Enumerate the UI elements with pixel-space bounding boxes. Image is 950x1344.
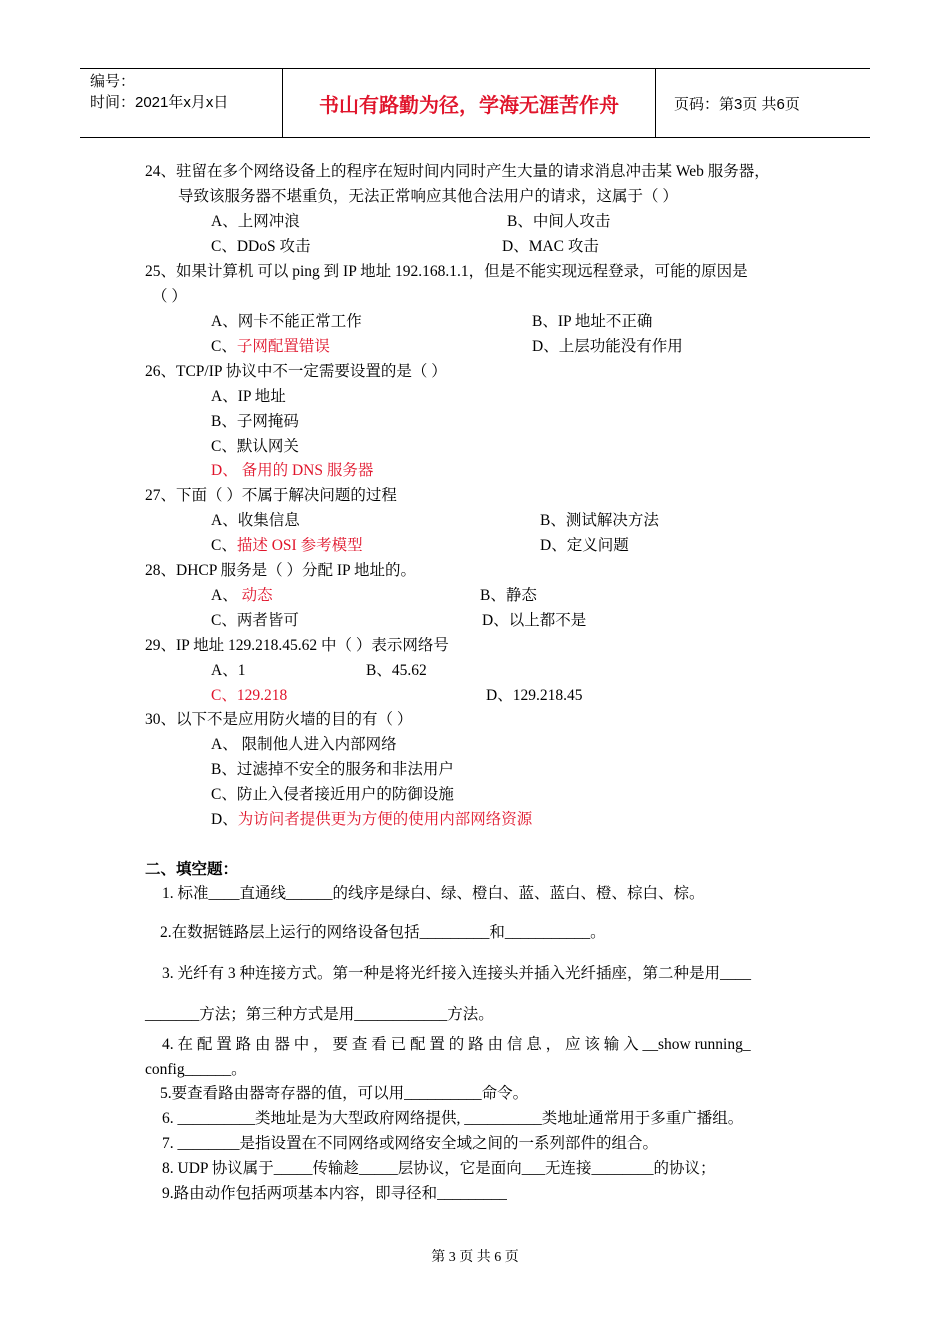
line-text: 1. 标准____直通线______的线序是绿白、绿、橙白、蓝、蓝白、橙、棕白、棕。	[162, 885, 705, 902]
line-text: A、收集信息	[211, 512, 300, 529]
answer-text: 为访问者提供更为方便的使用内部网络资源	[237, 811, 533, 828]
text-line	[486, 686, 582, 706]
text-line	[211, 586, 273, 606]
text-line	[532, 337, 683, 357]
line-text: D、上层功能没有作用	[532, 338, 683, 355]
line-text: C、防止入侵者接近用户的防御设施	[211, 786, 454, 803]
answer-text: 描述 OSI 参考模型	[236, 537, 363, 554]
line-text: 6. __________类地址是为大型政府网络提供, __________类地址通常用于多重广播组。	[162, 1110, 744, 1127]
text-line	[145, 636, 449, 656]
text-line	[211, 237, 310, 257]
line-text: D、MAC 攻击	[502, 238, 599, 255]
line-text: 导致该服务器不堪重负，无法正常响应其他合法用户的请求，这属于（ ）	[178, 188, 678, 205]
text-line	[211, 312, 362, 332]
line-text: C、默认网关	[211, 438, 299, 455]
line-text: 8. UDP 协议属于_____传输趁_____层协议，它是面向___无连接________的协议；	[162, 1160, 716, 1177]
line-text: A、1	[211, 662, 246, 679]
text-line	[211, 387, 286, 407]
line-text: 二、填空题：	[145, 861, 239, 878]
text-line	[145, 561, 416, 581]
page-footer: 第 3 页 共 6 页	[431, 1250, 519, 1265]
text-line	[540, 536, 629, 556]
page-header	[80, 68, 870, 138]
text-line	[145, 486, 397, 506]
text-line	[507, 212, 610, 232]
text-line	[145, 262, 748, 282]
text-line	[211, 611, 299, 631]
text-line	[482, 611, 586, 631]
text-line	[211, 212, 300, 232]
header-meta	[80, 69, 280, 137]
number-label: 编号：	[90, 73, 136, 90]
text-line	[211, 785, 454, 805]
line-text: D、定义问题	[540, 537, 629, 554]
motto: 书山有路勤为径，学海无涯苦作舟	[282, 69, 656, 137]
line-text: 25、如果计算机 可以 ping 到 IP 地址 192.168.1.1，但是不能实现远程登录，可能的原因是	[145, 263, 748, 280]
line-text: C、	[211, 537, 237, 554]
line-text: 5.要查看路由器寄存器的值，可以用__________命令。	[160, 1085, 529, 1102]
line-text: 9.路由动作包括两项基本内容，即寻径和_________	[162, 1185, 507, 1202]
line-text: 27、下面（ ）不属于解决问题的过程	[145, 487, 397, 504]
text-line	[211, 760, 454, 780]
answer-text: C、129.218	[211, 687, 288, 704]
line-text: D、129.218.45	[486, 687, 583, 704]
line-text: A、	[211, 587, 242, 604]
line-text: 24、驻留在多个网络设备上的程序在短时间内同时产生大量的请求消息冲击某 Web 服务器，	[145, 163, 770, 180]
text-line	[211, 437, 299, 457]
text-line	[145, 1060, 247, 1080]
text-line	[502, 237, 599, 257]
line-text: B、中间人攻击	[507, 213, 611, 230]
line-text: config______。	[145, 1061, 247, 1078]
line-text: A、网卡不能正常工作	[211, 313, 362, 330]
text-line	[211, 412, 299, 432]
text-line	[540, 511, 659, 531]
text-line	[211, 337, 330, 357]
line-text: B、过滤掉不安全的服务和非法用户	[211, 761, 454, 778]
text-line	[162, 1035, 751, 1055]
line-text: 28、DHCP 服务是（ ）分配 IP 地址的。	[145, 562, 416, 579]
line-text: C、DDoS 攻击	[211, 238, 311, 255]
line-text: A、 限制他人进入内部网络	[211, 736, 397, 753]
line-text: 7. ________是指设置在不同网络或网络安全域之间的一系列部件的组合。	[162, 1135, 659, 1152]
line-text: D、	[211, 811, 238, 828]
line-text: B、IP 地址不正确	[532, 313, 653, 330]
text-line	[211, 461, 373, 481]
line-text: A、IP 地址	[211, 388, 286, 405]
text-line	[145, 710, 412, 730]
line-text: （ ）	[152, 288, 187, 305]
text-line	[211, 735, 397, 755]
text-line	[211, 661, 245, 681]
text-line	[160, 923, 606, 943]
text-line	[162, 884, 705, 904]
answer-text: 子网配置错误	[236, 338, 330, 355]
text-line	[162, 1159, 716, 1179]
text-line	[211, 810, 532, 830]
text-line	[145, 1005, 494, 1025]
line-text: D、以上都不是	[482, 612, 587, 629]
text-line	[162, 964, 751, 984]
line-text: B、45.62	[366, 662, 427, 679]
line-text: 4. 在 配 置 路 由 器 中 ， 要 查 看 已 配 置 的 路 由 信 息 ， 应 该 输 入 __show running_	[162, 1036, 751, 1053]
line-text: 3. 光纤有 3 种连接方式。第一种是将光纤接入连接头并插入光纤插座，第二种是用____	[162, 965, 752, 982]
answer-text: 动态	[241, 587, 273, 604]
text-line	[211, 536, 363, 556]
line-text: 30、以下不是应用防火墙的目的有（ ）	[145, 711, 413, 728]
text-line	[162, 1134, 658, 1154]
line-text: B、静态	[480, 587, 537, 604]
line-text: _______方法；第三种方式是用____________方法。	[145, 1006, 494, 1023]
text-line	[178, 187, 678, 207]
text-line	[211, 686, 287, 706]
line-text: C、两者皆可	[211, 612, 299, 629]
text-line	[162, 1109, 743, 1129]
page-info	[664, 69, 870, 137]
line-text: 26、TCP/IP 协议中不一定需要设置的是（ ）	[145, 363, 447, 380]
line-text: B、子网掩码	[211, 413, 299, 430]
line-text: 2.在数据链路层上运行的网络设备包括_________和___________。	[160, 924, 606, 941]
text-line	[366, 661, 427, 681]
text-line	[145, 362, 447, 382]
text-line	[152, 287, 187, 307]
time-label: 时间：2021年x月x日	[90, 94, 229, 111]
text-line	[162, 1184, 507, 1204]
page-info-text: 页码：第3页 共6页	[674, 95, 800, 113]
answer-text: D、 备用的 DNS 服务器	[211, 462, 374, 479]
text-line	[145, 860, 238, 880]
line-text: 29、IP 地址 129.218.45.62 中（ ）表示网络号	[145, 637, 449, 654]
line-text: A、上网冲浪	[211, 213, 300, 230]
text-line	[145, 162, 770, 182]
line-text: C、	[211, 338, 237, 355]
text-line	[532, 312, 652, 332]
text-line	[480, 586, 537, 606]
text-line	[211, 511, 300, 531]
text-line	[160, 1084, 528, 1104]
line-text: B、测试解决方法	[540, 512, 659, 529]
